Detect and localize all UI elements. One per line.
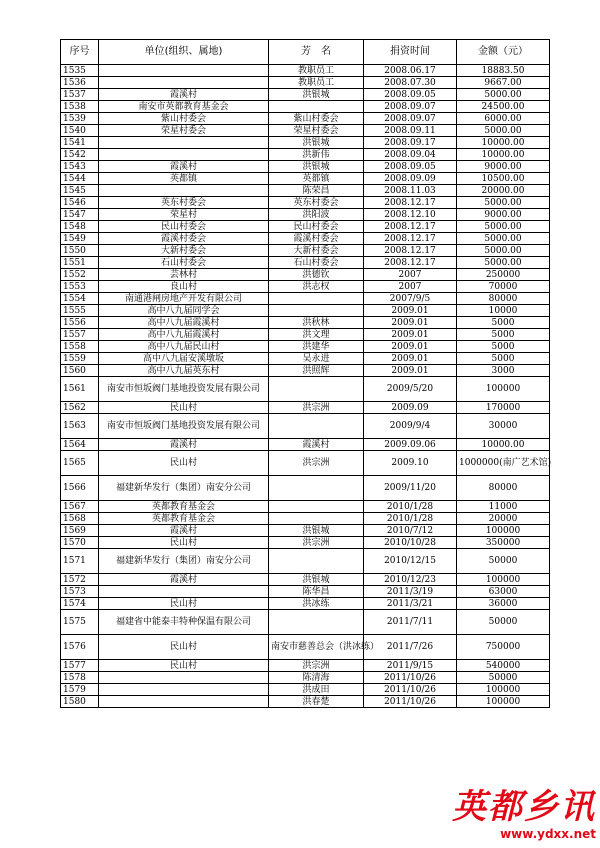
cell-seq: 1571 (61, 549, 99, 574)
cell-unit: 霞溪村 (99, 525, 269, 537)
cell-date: 2009/9/4 (364, 414, 457, 439)
cell-name: 英东村委会 (269, 197, 364, 209)
cell-seq: 1540 (61, 125, 99, 137)
cell-amount: 10000.00 (457, 149, 550, 161)
cell-seq: 1542 (61, 149, 99, 161)
cell-name (269, 610, 364, 635)
table-row (61, 684, 550, 696)
cell-seq: 1545 (61, 185, 99, 197)
cell-date: 2010/12/23 (364, 574, 457, 586)
cell-date: 2008.09.09 (364, 173, 457, 185)
cell-amount: 50000 (457, 672, 550, 684)
cell-seq: 1569 (61, 525, 99, 537)
table-row (61, 696, 550, 708)
cell-unit: 南安市英都教育基金会 (99, 101, 269, 113)
cell-name: 洪志权 (269, 281, 364, 293)
cell-name: 洪银城 (269, 137, 364, 149)
cell-seq: 1567 (61, 501, 99, 513)
cell-seq: 1576 (61, 635, 99, 660)
cell-date: 2008.12.17 (364, 233, 457, 245)
cell-seq: 1538 (61, 101, 99, 113)
table-row (61, 414, 550, 439)
watermark-title: 英都乡讯 (452, 787, 596, 827)
cell-unit: 霞溪村 (99, 161, 269, 173)
cell-amount: 250000 (457, 269, 550, 281)
cell-unit: 民山村 (99, 402, 269, 414)
table-row (61, 137, 550, 149)
cell-name (269, 513, 364, 525)
cell-amount: 5000.00 (457, 125, 550, 137)
cell-amount: 20000.00 (457, 185, 550, 197)
cell-date: 2008.11.03 (364, 185, 457, 197)
cell-unit: 民山村 (99, 537, 269, 549)
cell-name: 洪银城 (269, 525, 364, 537)
cell-date: 2008.06.17 (364, 65, 457, 77)
cell-unit: 石山村委会 (99, 257, 269, 269)
cell-amount: 100000 (457, 574, 550, 586)
cell-date: 2011/10/26 (364, 696, 457, 708)
cell-seq: 1549 (61, 233, 99, 245)
cell-name (269, 501, 364, 513)
donation-table (60, 39, 550, 708)
table-row (61, 402, 550, 414)
table-row (61, 317, 550, 329)
table-row (61, 269, 550, 281)
cell-seq: 1557 (61, 329, 99, 341)
cell-date: 2011/10/26 (364, 672, 457, 684)
cell-date: 2010/1/28 (364, 501, 457, 513)
cell-seq: 1537 (61, 89, 99, 101)
cell-date: 2010/7/12 (364, 525, 457, 537)
table-row (61, 65, 550, 77)
table-row (61, 513, 550, 525)
cell-seq: 1559 (61, 353, 99, 365)
cell-unit: 南通港闸房地产开发有限公司 (99, 293, 269, 305)
cell-date: 2008.09.07 (364, 113, 457, 125)
cell-amount: 30000 (457, 414, 550, 439)
site-watermark (446, 788, 600, 848)
cell-name (269, 377, 364, 402)
cell-name: 教职员工 (269, 65, 364, 77)
cell-seq: 1563 (61, 414, 99, 439)
table-row (61, 353, 550, 365)
cell-amount: 5000.00 (457, 221, 550, 233)
cell-seq: 1535 (61, 65, 99, 77)
cell-name: 民山村委会 (269, 221, 364, 233)
cell-date: 2008.07.30 (364, 77, 457, 89)
cell-unit: 英东村委会 (99, 197, 269, 209)
cell-date: 2009.01 (364, 353, 457, 365)
cell-seq: 1566 (61, 476, 99, 501)
cell-amount: 100000 (457, 525, 550, 537)
cell-date: 2011/7/11 (364, 610, 457, 635)
cell-unit: 霞溪村 (99, 574, 269, 586)
table-row (61, 377, 550, 402)
cell-name: 洪银城 (269, 161, 364, 173)
cell-unit: 英都教育基金会 (99, 501, 269, 513)
cell-unit: 福建新华发行（集团）南安分公司 (99, 476, 269, 501)
cell-unit: 福建省中能泰丰特种保温有限公司 (99, 610, 269, 635)
cell-seq: 1543 (61, 161, 99, 173)
cell-seq: 1546 (61, 197, 99, 209)
table-row (61, 245, 550, 257)
cell-unit: 南安市恒坂阀门基地投资发展有限公司 (99, 414, 269, 439)
cell-name: 南安市慈善总会（洪冰练） (269, 635, 364, 660)
cell-name: 陈清海 (269, 672, 364, 684)
cell-seq: 1561 (61, 377, 99, 402)
cell-unit: 英都教育基金会 (99, 513, 269, 525)
cell-amount: 5000.00 (457, 197, 550, 209)
cell-amount: 10000.00 (457, 439, 550, 451)
cell-amount: 540000 (457, 660, 550, 672)
header-amount: 金额（元） (457, 40, 550, 65)
table-row (61, 525, 550, 537)
cell-date: 2011/3/21 (364, 598, 457, 610)
cell-seq: 1565 (61, 451, 99, 476)
cell-unit: 民山村 (99, 451, 269, 476)
cell-date: 2010/10/28 (364, 537, 457, 549)
table-body (61, 65, 550, 708)
cell-date: 2008.09.11 (364, 125, 457, 137)
table-row (61, 672, 550, 684)
cell-date: 2008.09.17 (364, 137, 457, 149)
cell-date: 2008.12.17 (364, 221, 457, 233)
cell-unit: 大新村委会 (99, 245, 269, 257)
cell-amount: 9667.00 (457, 77, 550, 89)
cell-date: 2009.09.06 (364, 439, 457, 451)
cell-amount: 5000 (457, 329, 550, 341)
cell-amount: 24500.00 (457, 101, 550, 113)
cell-seq: 1539 (61, 113, 99, 125)
cell-amount: 50000 (457, 610, 550, 635)
cell-name: 吴永进 (269, 353, 364, 365)
cell-date: 2009.01 (364, 341, 457, 353)
cell-name: 洪宗洲 (269, 660, 364, 672)
cell-seq: 1556 (61, 317, 99, 329)
cell-unit: 高中八九届同学会 (99, 305, 269, 317)
cell-amount: 11000 (457, 501, 550, 513)
table-row (61, 173, 550, 185)
cell-name: 洪新伟 (269, 149, 364, 161)
cell-amount: 5000 (457, 341, 550, 353)
table-row (61, 281, 550, 293)
cell-unit: 福建新华发行（集团）南安分公司 (99, 549, 269, 574)
cell-seq: 1570 (61, 537, 99, 549)
cell-name: 洪冰练 (269, 598, 364, 610)
cell-seq: 1555 (61, 305, 99, 317)
table-row (61, 101, 550, 113)
table-row (61, 501, 550, 513)
cell-unit: 英都镇 (99, 173, 269, 185)
cell-date: 2008.09.04 (364, 149, 457, 161)
cell-unit: 荣星村 (99, 209, 269, 221)
cell-unit: 民山村 (99, 660, 269, 672)
cell-amount: 5000.00 (457, 233, 550, 245)
cell-amount: 1000000(南广艺术馆) (457, 451, 550, 476)
cell-name: 洪秋林 (269, 317, 364, 329)
cell-seq: 1558 (61, 341, 99, 353)
cell-seq: 1553 (61, 281, 99, 293)
cell-amount: 6000.00 (457, 113, 550, 125)
cell-name: 洪文理 (269, 329, 364, 341)
cell-amount: 100000 (457, 684, 550, 696)
header-row (61, 40, 550, 65)
cell-date: 2008.12.17 (364, 245, 457, 257)
cell-amount: 100000 (457, 696, 550, 708)
cell-date: 2008.09.05 (364, 161, 457, 173)
cell-unit: 民山村 (99, 635, 269, 660)
watermark-url: www.ydxx.net (500, 827, 596, 841)
table-row (61, 586, 550, 598)
cell-date: 2009/5/20 (364, 377, 457, 402)
cell-amount: 70000 (457, 281, 550, 293)
table-row (61, 113, 550, 125)
cell-name: 洪照辉 (269, 365, 364, 377)
cell-date: 2007 (364, 269, 457, 281)
cell-seq: 1552 (61, 269, 99, 281)
cell-seq: 1547 (61, 209, 99, 221)
cell-name (269, 549, 364, 574)
table-row (61, 77, 550, 89)
table-row (61, 257, 550, 269)
cell-amount: 80000 (457, 476, 550, 501)
cell-amount: 5000.00 (457, 257, 550, 269)
header-unit: 单位(组织、属地) (99, 40, 269, 65)
table-row (61, 305, 550, 317)
cell-amount: 36000 (457, 598, 550, 610)
cell-amount: 170000 (457, 402, 550, 414)
cell-seq: 1574 (61, 598, 99, 610)
cell-name (269, 476, 364, 501)
cell-unit: 高中八九届民山村 (99, 341, 269, 353)
cell-seq: 1560 (61, 365, 99, 377)
cell-amount: 80000 (457, 293, 550, 305)
cell-amount: 10000.00 (457, 137, 550, 149)
cell-seq: 1554 (61, 293, 99, 305)
cell-name: 洪宗洲 (269, 537, 364, 549)
cell-unit: 民山村 (99, 598, 269, 610)
cell-seq: 1580 (61, 696, 99, 708)
cell-amount: 5000.00 (457, 245, 550, 257)
cell-name: 洪宗洲 (269, 402, 364, 414)
table-row (61, 660, 550, 672)
cell-unit: 南安市恒坂阀门基地投资发展有限公司 (99, 377, 269, 402)
cell-name: 洪德钦 (269, 269, 364, 281)
cell-date: 2009.01 (364, 317, 457, 329)
cell-date: 2010/12/15 (364, 549, 457, 574)
cell-date: 2009.01 (364, 329, 457, 341)
cell-name: 霞溪村委会 (269, 233, 364, 245)
cell-name (269, 414, 364, 439)
cell-name: 教职员工 (269, 77, 364, 89)
cell-date: 2008.12.10 (364, 209, 457, 221)
header-name: 芳 名 (269, 40, 364, 65)
cell-date: 2010/1/28 (364, 513, 457, 525)
cell-seq: 1562 (61, 402, 99, 414)
table-row (61, 89, 550, 101)
cell-date: 2008.12.17 (364, 197, 457, 209)
table-row (61, 451, 550, 476)
cell-date: 2008.12.17 (364, 257, 457, 269)
cell-amount: 350000 (457, 537, 550, 549)
cell-unit (99, 586, 269, 598)
cell-unit (99, 185, 269, 197)
cell-date: 2008.09.05 (364, 89, 457, 101)
cell-amount: 50000 (457, 549, 550, 574)
cell-name: 洪银城 (269, 89, 364, 101)
cell-unit (99, 696, 269, 708)
cell-seq: 1541 (61, 137, 99, 149)
table-row (61, 537, 550, 549)
table-row (61, 549, 550, 574)
table-row (61, 439, 550, 451)
cell-name: 洪建华 (269, 341, 364, 353)
cell-name: 石山村委会 (269, 257, 364, 269)
cell-name: 霞溪村 (269, 439, 364, 451)
table-row (61, 293, 550, 305)
cell-name (269, 305, 364, 317)
cell-seq: 1572 (61, 574, 99, 586)
cell-date: 2009.09 (364, 402, 457, 414)
cell-seq: 1573 (61, 586, 99, 598)
cell-seq: 1548 (61, 221, 99, 233)
cell-amount: 63000 (457, 586, 550, 598)
cell-unit: 霞溪村 (99, 439, 269, 451)
cell-name (269, 101, 364, 113)
cell-amount: 3000 (457, 365, 550, 377)
cell-unit (99, 65, 269, 77)
table-row (61, 574, 550, 586)
cell-amount: 5000.00 (457, 89, 550, 101)
table-row (61, 221, 550, 233)
cell-amount: 5000 (457, 317, 550, 329)
table-row (61, 365, 550, 377)
cell-unit: 高中八九届霞溪村 (99, 317, 269, 329)
table-row (61, 149, 550, 161)
cell-unit: 高中八九届英东村 (99, 365, 269, 377)
table-row (61, 329, 550, 341)
cell-name: 大新村委会 (269, 245, 364, 257)
cell-name: 洪成田 (269, 684, 364, 696)
cell-amount: 100000 (457, 377, 550, 402)
cell-unit (99, 137, 269, 149)
cell-amount: 18883.50 (457, 65, 550, 77)
cell-name: 陈荣昌 (269, 185, 364, 197)
cell-amount: 9000.00 (457, 209, 550, 221)
cell-name (269, 293, 364, 305)
cell-seq: 1564 (61, 439, 99, 451)
cell-unit: 良山村 (99, 281, 269, 293)
cell-date: 2007 (364, 281, 457, 293)
cell-unit (99, 149, 269, 161)
cell-unit (99, 77, 269, 89)
cell-name: 洪春楚 (269, 696, 364, 708)
cell-seq: 1578 (61, 672, 99, 684)
cell-date: 2009.01 (364, 305, 457, 317)
cell-amount: 20000 (457, 513, 550, 525)
cell-unit: 高中八九届霞溪村 (99, 329, 269, 341)
table-row (61, 610, 550, 635)
cell-seq: 1577 (61, 660, 99, 672)
cell-amount: 5000 (457, 353, 550, 365)
table-row (61, 197, 550, 209)
cell-unit: 紫山村委会 (99, 113, 269, 125)
cell-seq: 1575 (61, 610, 99, 635)
cell-name: 紫山村委会 (269, 113, 364, 125)
cell-amount: 10000 (457, 305, 550, 317)
cell-name: 洪阳波 (269, 209, 364, 221)
cell-date: 2009.10 (364, 451, 457, 476)
cell-unit: 民山村委会 (99, 221, 269, 233)
table-row (61, 209, 550, 221)
cell-date: 2011/3/19 (364, 586, 457, 598)
table-row (61, 185, 550, 197)
cell-name: 洪宗洲 (269, 451, 364, 476)
cell-unit: 高中八九届安溪墩坂 (99, 353, 269, 365)
table-row (61, 161, 550, 173)
table-row (61, 233, 550, 245)
table-row (61, 598, 550, 610)
cell-seq: 1551 (61, 257, 99, 269)
cell-unit: 霞溪村委会 (99, 233, 269, 245)
table-row (61, 476, 550, 501)
cell-unit: 荣星村委会 (99, 125, 269, 137)
cell-unit: 霞溪村 (99, 89, 269, 101)
cell-amount: 750000 (457, 635, 550, 660)
cell-date: 2009.01 (364, 365, 457, 377)
cell-date: 2011/10/26 (364, 684, 457, 696)
cell-amount: 10500.00 (457, 173, 550, 185)
table-row (61, 125, 550, 137)
cell-seq: 1544 (61, 173, 99, 185)
cell-name: 洪银城 (269, 574, 364, 586)
cell-date: 2009/11/20 (364, 476, 457, 501)
cell-unit (99, 684, 269, 696)
header-seq: 序号 (61, 40, 99, 65)
header-date: 捐资时间 (364, 40, 457, 65)
table-row (61, 341, 550, 353)
cell-name: 英都镇 (269, 173, 364, 185)
cell-unit: 芸林村 (99, 269, 269, 281)
cell-seq: 1550 (61, 245, 99, 257)
cell-name: 陈华昌 (269, 586, 364, 598)
cell-date: 2011/7/26 (364, 635, 457, 660)
cell-amount: 9000.00 (457, 161, 550, 173)
cell-name: 荣星村委会 (269, 125, 364, 137)
cell-date: 2011/9/15 (364, 660, 457, 672)
cell-seq: 1536 (61, 77, 99, 89)
cell-unit (99, 672, 269, 684)
cell-seq: 1568 (61, 513, 99, 525)
cell-date: 2007/9/5 (364, 293, 457, 305)
cell-seq: 1579 (61, 684, 99, 696)
table-row (61, 635, 550, 660)
cell-date: 2008.09.07 (364, 101, 457, 113)
